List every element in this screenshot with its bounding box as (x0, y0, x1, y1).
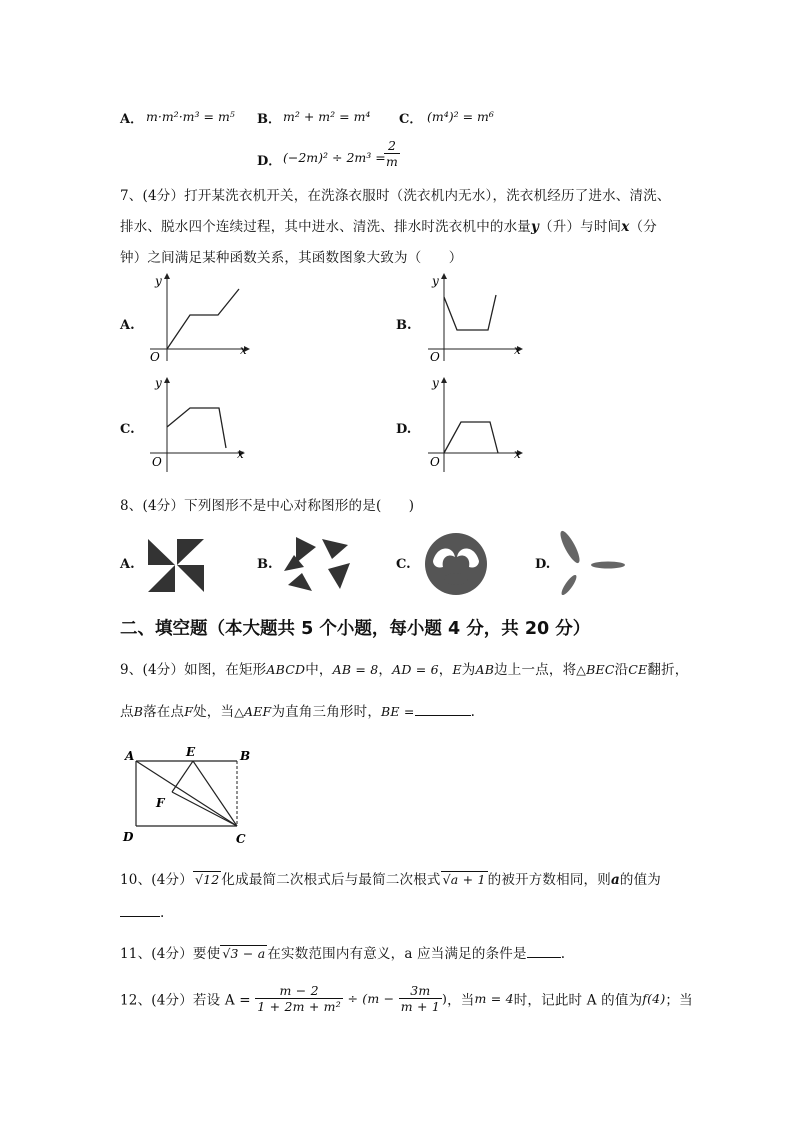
function-curve (444, 295, 496, 330)
point-a-label: A (125, 749, 135, 763)
q10-answer-blank (120, 916, 160, 917)
q7-option-a-label: A. (120, 318, 135, 333)
q9-line-1 (120, 658, 689, 678)
q6-option-a-expression: m·m²·m³ = m⁵ (146, 109, 235, 124)
q10-radicand: a + 1 (450, 872, 486, 887)
q10-radicand: 12 (203, 872, 220, 887)
q6-option-c-expression: (m⁴)² = m⁶ (427, 109, 494, 124)
q12-close: ) (442, 991, 448, 1006)
q7-graph-c (140, 372, 255, 472)
q11-radicand: 3 − a (230, 946, 266, 961)
origin-label: O (430, 455, 440, 469)
q9-text: 处，当 (193, 704, 235, 720)
triangle-piece (322, 539, 348, 559)
pinwheel-blade (177, 539, 204, 565)
q10-end: . (160, 905, 165, 921)
q11-line (120, 942, 565, 962)
y-axis-arrow (164, 377, 170, 383)
y-label: y (155, 376, 162, 390)
q7-graph-a (140, 268, 255, 363)
q9-rectangle-figure (118, 742, 258, 850)
q6-d-denominator: m (386, 154, 398, 169)
q9-text: 落在点 (143, 704, 185, 720)
q7-line-2-text: 排水、脱水四个连续过程，其中进水、清洗、排水时洗衣机中的水量 (120, 219, 531, 235)
lower-shadow (444, 573, 468, 585)
q9-text: ， (438, 662, 453, 678)
q10-line-2 (120, 905, 165, 921)
q7-graph-d (418, 372, 533, 472)
triangle-piece (288, 573, 312, 591)
q9-b: B (133, 704, 144, 719)
q8-question: 8、(4分）下列图形不是中心对称图形的是( ) (120, 498, 415, 514)
q9-text: 翻折， (647, 662, 689, 678)
q7-graph-b (418, 268, 533, 363)
function-curve (167, 408, 226, 448)
point-f-label: F (156, 796, 165, 810)
q8-option-b-label: B. (257, 557, 273, 572)
propeller-blade (591, 562, 625, 569)
q10-line-1 (120, 868, 661, 888)
origin-label: O (150, 350, 160, 363)
q9-rect: ABCD (266, 662, 306, 677)
q8-option-a-label: A. (120, 557, 135, 572)
q9-line-2 (120, 700, 475, 720)
q12-div: ÷ (m − (347, 991, 395, 1006)
q12-f1-den: 1 + 2m + m² (257, 999, 341, 1014)
q6-option-a-label: A． (120, 112, 144, 127)
q11-answer-blank (527, 957, 561, 958)
q11-text: 在实数范围内有意义，a 应当满足的条件是 (267, 946, 527, 962)
propeller-blade (557, 529, 583, 565)
q6-option-d-fraction (384, 138, 400, 169)
q9-f: F (184, 704, 194, 719)
q10-text: 化成最简二次根式后与最简二次根式 (221, 872, 441, 888)
segment-ef (172, 761, 193, 792)
x-label: x (514, 447, 521, 461)
q9-ab2: AB (475, 662, 495, 677)
pinwheel-blade (177, 565, 204, 592)
point-e-label: E (186, 745, 196, 759)
q9-text: 中， (305, 662, 333, 678)
q10-text: 的被开方数相同，则 (487, 872, 611, 888)
triangle-piece (328, 563, 350, 589)
x-label: x (237, 447, 244, 461)
q10-radical-a1: √a + 1 (442, 872, 486, 887)
q9-text: 为 (461, 662, 476, 678)
q9-text: 沿 (614, 662, 629, 678)
q6-d-numerator: 2 (384, 138, 400, 154)
q10-text: 10、(4分） (120, 872, 193, 888)
y-axis-arrow (441, 273, 447, 279)
y-label: y (432, 274, 439, 288)
q12-text: ，当 (447, 992, 475, 1009)
q12-line (120, 983, 693, 1014)
q8-propeller-figure (557, 529, 627, 599)
q7-line-2-text-b: （升）与时间 (539, 219, 622, 235)
q12-f4: f(4) (642, 991, 666, 1006)
q7-var-y: y (531, 219, 540, 235)
q6-option-d-expression: (−2m)² ÷ 2m³ = (283, 150, 386, 165)
q7-option-d-label: D. (396, 422, 412, 437)
q9-ad: AD = 6 (392, 662, 439, 677)
q12-text: 时，记此时 A 的值为 (513, 992, 643, 1009)
y-label: y (155, 274, 162, 288)
q7-line-1: 7、(4分）打开某洗衣机开关，在洗涤衣服时（洗衣机内无水），洗衣机经历了进水、清洗、 (120, 188, 671, 204)
q9-text: 点 (120, 704, 134, 720)
q9-be: BE = (381, 704, 415, 719)
pinwheel-blade (148, 539, 175, 565)
q9-text: 边上一点，将 (494, 662, 577, 678)
q12-f2-num: 3m (399, 983, 442, 999)
q12-f2-den: m + 1 (400, 999, 441, 1014)
q6-option-d-label: D． (257, 154, 282, 169)
q8-pinwheel-figure (146, 537, 206, 593)
function-curve (444, 422, 498, 453)
segment-ec (193, 761, 237, 826)
origin-label: O (430, 350, 440, 363)
q12-m4: m = 4 (474, 991, 514, 1006)
y-label: y (432, 376, 439, 390)
q9-ce: CE (628, 662, 648, 677)
q12-fraction-1 (255, 983, 343, 1014)
point-d-label: D (123, 830, 134, 844)
pinwheel-blade (148, 565, 175, 592)
q11-radical: √3 − a (222, 946, 266, 961)
triangle-piece (296, 537, 316, 563)
q7-option-c-label: C. (120, 422, 135, 437)
q9-text: . (470, 704, 476, 720)
q10-text: 的值为 (619, 872, 661, 888)
point-c-label: C (236, 832, 246, 846)
q8-option-d-label: D. (535, 557, 551, 572)
q12-text: ；当 (665, 992, 693, 1009)
q11-text: 11、(4分）要使 (120, 946, 221, 962)
origin-label: O (152, 455, 162, 469)
q7-option-b-label: B. (396, 318, 412, 333)
q12-fraction-2 (399, 983, 442, 1014)
q6-option-b-expression: m² + m² = m⁴ (283, 109, 371, 124)
q9-tri2: △AEF (234, 704, 272, 719)
segment-fc (172, 792, 237, 826)
q7-line-3: 钟）之间满足某种函数关系，其函数图象大致为（ ） (120, 250, 463, 266)
propeller-blade (559, 573, 578, 597)
q10-var-a: a (610, 872, 620, 888)
q8-triangles-figure (282, 533, 354, 595)
q11-end: . (560, 946, 566, 962)
q9-e: E (452, 662, 462, 677)
q7-line-2-text-c: （分 (629, 219, 657, 235)
x-label: x (514, 343, 521, 357)
point-b-label: B (240, 749, 251, 763)
q8-option-c-label: C. (396, 557, 411, 572)
y-axis-arrow (164, 273, 170, 279)
q7-line-2 (120, 215, 657, 235)
q12-text: 12、(4分）若设 A = (120, 992, 251, 1009)
q6-option-c-label: C． (399, 112, 423, 127)
q9-text: 为直角三角形时， (271, 704, 382, 720)
q7-var-x: x (621, 219, 630, 235)
q9-text: ， (378, 662, 393, 678)
q6-option-b-label: B． (257, 112, 281, 127)
y-axis-arrow (441, 377, 447, 383)
q8-circle-figure (423, 531, 489, 597)
x-label: x (240, 343, 247, 357)
q9-text: 9、(4分）如图，在矩形 (120, 662, 267, 678)
q9-tri: △BEC (576, 662, 615, 677)
q12-f1-num: m − 2 (255, 983, 343, 999)
function-curve (167, 289, 239, 349)
q9-ab: AB = 8 (332, 662, 379, 677)
section-2-heading: 二、填空题（本大题共 5 个小题，每小题 4 分，共 20 分） (120, 619, 591, 639)
q10-radical-12: √12 (194, 872, 220, 887)
q9-answer-blank (415, 715, 471, 716)
